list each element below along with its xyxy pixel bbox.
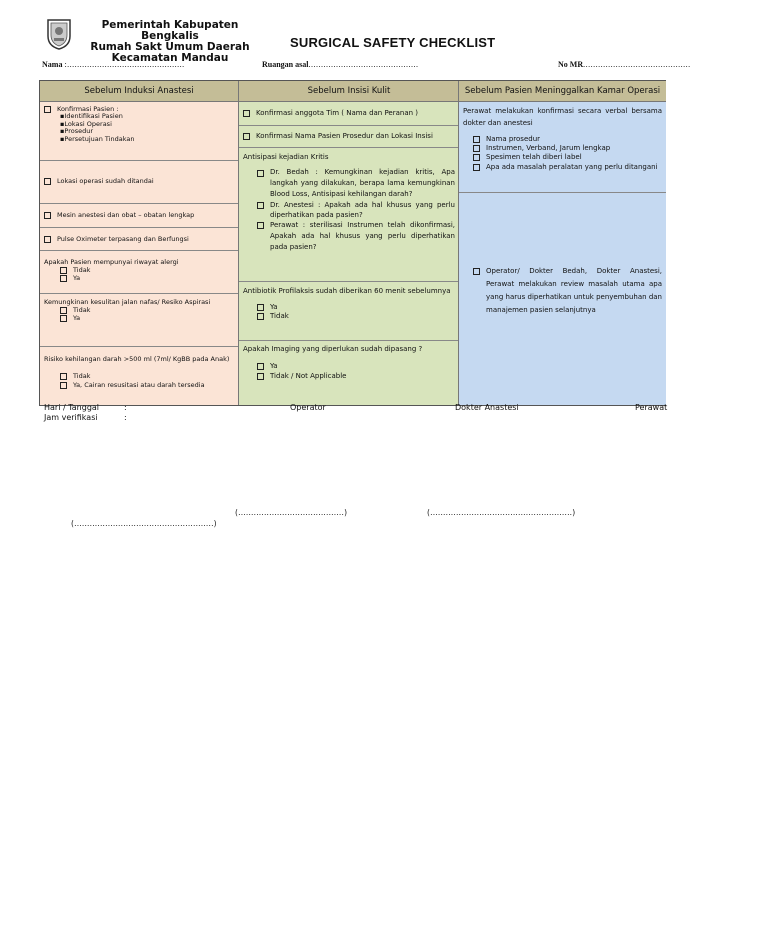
checkbox[interactable] bbox=[473, 154, 480, 161]
alergi-tidak: Tidak bbox=[73, 266, 91, 274]
checkbox[interactable] bbox=[243, 133, 250, 140]
verbal-label: Perawat melakukan konfirmasi secara verbal bersama dokter dan anestesi bbox=[463, 107, 662, 127]
leaving-item: Instrumen, Verband, Jarum lengkap bbox=[486, 144, 611, 152]
nama-field[interactable] bbox=[42, 60, 185, 69]
antibiotik-ya: Ya bbox=[270, 303, 278, 311]
page-title: SURGICAL SAFETY CHECKLIST bbox=[290, 35, 496, 50]
lokasi-label: Lokasi operasi sudah ditandai bbox=[57, 177, 154, 185]
tim-cell bbox=[239, 102, 459, 126]
jalan-nafas-cell bbox=[40, 294, 238, 347]
dokter-label: Dokter Anastesi bbox=[455, 403, 519, 412]
antibiotik-cell bbox=[239, 282, 459, 341]
pulse-label: Pulse Oximeter terpasang dan Berfungsi bbox=[57, 235, 189, 243]
antibiotik-question: Antibiotik Profilaksis sudah diberikan 60 menit sebelumnya bbox=[243, 287, 451, 295]
checkbox[interactable] bbox=[60, 275, 67, 282]
perawat-signature-line[interactable]: (......................................................) bbox=[71, 519, 217, 528]
checkbox[interactable] bbox=[44, 236, 51, 243]
imaging-tidak: Tidak / Not Applicable bbox=[270, 372, 347, 380]
pulse-cell bbox=[40, 228, 238, 251]
kritis-label: Antisipasi kejadian Kritis bbox=[243, 153, 329, 161]
checkbox[interactable] bbox=[60, 307, 67, 314]
mesin-label: Mesin anestesi dan obat – obatan lengkap bbox=[57, 211, 195, 219]
hospital-name bbox=[80, 20, 260, 64]
perawat-label: Perawat bbox=[635, 403, 668, 412]
col1-header: Sebelum Induksi Anastesi bbox=[40, 81, 238, 102]
col-before-induction bbox=[40, 81, 238, 405]
checkbox[interactable] bbox=[473, 164, 480, 171]
checklist-table bbox=[39, 80, 666, 406]
checkbox[interactable] bbox=[44, 106, 51, 113]
hospital-line-3: Kecamatan Mandau bbox=[111, 52, 229, 64]
jam-label: Jam verifikasi bbox=[44, 413, 98, 422]
checkbox[interactable] bbox=[60, 315, 67, 322]
review-cell bbox=[459, 193, 666, 405]
konfirmasi-pasien-cell bbox=[40, 102, 238, 161]
checkbox[interactable] bbox=[60, 267, 67, 274]
hari-label: Hari / Tanggal bbox=[44, 403, 100, 412]
operator-signature-line[interactable]: (.........................................) bbox=[235, 508, 348, 517]
operator-label: Operator bbox=[290, 403, 326, 412]
nama-pasien-cell bbox=[239, 126, 459, 148]
alergi-ya: Ya bbox=[73, 274, 81, 282]
darah-question: Risiko kehilangan darah >500 ml (7ml/ KgBB pada Anak) bbox=[44, 355, 230, 363]
nama-pasien-label: Konfirmasi Nama Pasien Prosedur dan Lokasi Insisi bbox=[256, 132, 433, 140]
col-before-incision bbox=[238, 81, 459, 405]
regency-crest-icon bbox=[46, 18, 72, 50]
col2-header: Sebelum Insisi Kulit bbox=[239, 81, 459, 102]
konfirmasi-item: ▪ Identifikasi Pasien bbox=[44, 113, 234, 121]
konfirmasi-item: ▪ Lokasi Operasi bbox=[44, 121, 234, 129]
jam-colon: : bbox=[124, 413, 127, 422]
ruangan-field[interactable] bbox=[262, 60, 418, 69]
darah-cell bbox=[40, 347, 238, 405]
col-before-leaving bbox=[458, 81, 666, 405]
imaging-ya: Ya bbox=[270, 362, 278, 370]
alergi-cell bbox=[40, 251, 238, 294]
verbal-cell bbox=[459, 102, 666, 193]
konfirmasi-item: ▪ Persetujuan Tindakan bbox=[44, 136, 234, 144]
checkbox[interactable] bbox=[473, 268, 480, 275]
jalan-ya: Ya bbox=[73, 314, 81, 322]
nomr-label: No MR bbox=[558, 60, 584, 69]
hospital-line-2: Rumah Sakt Umum Daerah bbox=[90, 41, 250, 53]
checkbox[interactable] bbox=[473, 136, 480, 143]
checkbox[interactable] bbox=[257, 373, 264, 380]
lokasi-cell bbox=[40, 161, 238, 204]
dokter-signature-line[interactable]: (.......................................................) bbox=[427, 508, 576, 517]
jalan-nafas-question: Kemungkinan kesulitan jalan nafas/ Resiko Aspirasi bbox=[44, 298, 211, 306]
kritis-anestesi: Dr. Anestesi : Apakah ada hal khusus yang perlu diperhatikan pada pasien? bbox=[270, 201, 455, 219]
ruangan-label: Ruangan asal bbox=[262, 60, 309, 69]
nama-dots: :............................................... bbox=[64, 60, 185, 69]
hospital-line-1: Pemerintah Kabupaten Bengkalis bbox=[101, 19, 239, 42]
jalan-tidak: Tidak bbox=[73, 306, 91, 314]
imaging-cell bbox=[239, 341, 459, 405]
nomr-field[interactable] bbox=[558, 60, 691, 69]
checkbox[interactable] bbox=[257, 222, 264, 229]
review-label: Operator/ Dokter Bedah, Dokter Anastesi, Perawat melakukan review masalah utama apa yang harus diperhatikan untuk penyembuhan dan manajemen pasien selanjutnya bbox=[486, 267, 662, 314]
leaving-item: Apa ada masalah peralatan yang perlu ditangani bbox=[486, 163, 658, 171]
alergi-question: Apakah Pasien mempunyai riwayat alergi bbox=[44, 258, 179, 266]
checkbox[interactable] bbox=[257, 363, 264, 370]
kritis-perawat: Perawat : sterilisasi Instrumen telah dikonfirmasi, Apakah ada hal khusus yang perlu diperhatikan pada pasien? bbox=[270, 221, 455, 251]
imaging-question: Apakah Imaging yang diperlukan sudah dipasang ? bbox=[243, 345, 423, 353]
kritis-cell bbox=[239, 148, 459, 282]
checkbox[interactable] bbox=[257, 313, 264, 320]
checkbox[interactable] bbox=[257, 304, 264, 311]
mesin-cell bbox=[40, 204, 238, 228]
checkbox[interactable] bbox=[473, 145, 480, 152]
nama-label: Nama bbox=[42, 60, 63, 69]
checkbox[interactable] bbox=[60, 373, 67, 380]
darah-tidak: Tidak bbox=[73, 372, 91, 380]
darah-ya: Ya, Cairan resusitasi atau darah tersedia bbox=[73, 381, 205, 389]
leaving-item: Nama prosedur bbox=[486, 135, 541, 143]
col3-header: Sebelum Pasien Meninggalkan Kamar Operasi bbox=[459, 81, 666, 102]
checkbox[interactable] bbox=[257, 202, 264, 209]
ruangan-dots: ............................................ bbox=[308, 60, 419, 69]
checkbox[interactable] bbox=[60, 382, 67, 389]
hari-colon: : bbox=[124, 403, 127, 412]
checkbox[interactable] bbox=[44, 212, 51, 219]
kritis-bedah: Dr. Bedah : Kemungkinan kejadian kritis, Apa langkah yang dilakukan, berapa lama kemungkinan Blood Loss, Antisipasi kehilangan darah? bbox=[270, 168, 455, 198]
checkbox[interactable] bbox=[243, 110, 250, 117]
tim-label: Konfirmasi anggota Tim ( Nama dan Peranan ) bbox=[256, 109, 419, 117]
checkbox[interactable] bbox=[44, 178, 51, 185]
konfirmasi-label: Konfirmasi Pasien : bbox=[57, 105, 119, 113]
nomr-dots: ........................................... bbox=[583, 60, 691, 69]
konfirmasi-item: ▪ Prosedur bbox=[44, 128, 234, 136]
leaving-item: Spesimen telah diberi label bbox=[486, 153, 582, 161]
antibiotik-tidak: Tidak bbox=[270, 312, 289, 320]
checkbox[interactable] bbox=[257, 170, 264, 177]
